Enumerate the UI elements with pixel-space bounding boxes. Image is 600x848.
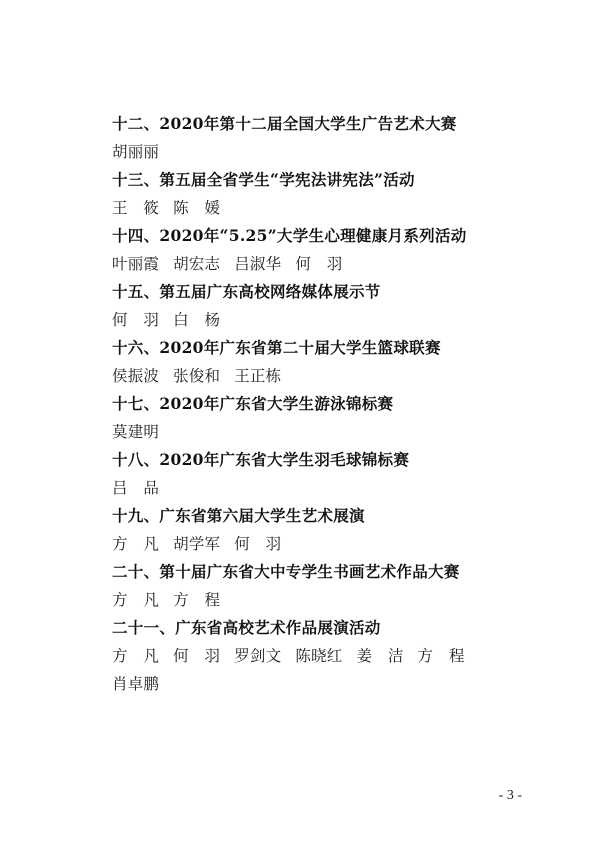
award-entry [112, 614, 512, 698]
person-name: 方 程 [417, 647, 465, 665]
award-names [112, 530, 512, 558]
person-name: 陈 媛 [173, 199, 221, 217]
award-heading: 二十一、广东省高校艺术作品展演活动 [112, 618, 381, 637]
award-names [112, 306, 512, 334]
award-names [112, 418, 512, 446]
person-name: 何 羽 [112, 311, 160, 329]
award-names [112, 250, 512, 278]
person-name: 胡宏志 [173, 255, 221, 273]
award-heading: 二十、第十届广东省大中专学生书画艺术作品大赛 [112, 562, 460, 581]
award-list [112, 110, 512, 698]
person-name: 何 羽 [295, 255, 343, 273]
person-name: 吕 品 [112, 479, 160, 497]
award-heading: 十八、2020年广东省大学生羽毛球锦标赛 [112, 450, 410, 469]
award-names [112, 138, 512, 166]
person-name: 胡学军 [173, 535, 221, 553]
person-name: 王正栋 [234, 367, 282, 385]
award-entry [112, 558, 512, 614]
person-name: 白 杨 [173, 311, 221, 329]
person-name: 方 凡 [112, 591, 160, 609]
person-name: 方 程 [173, 591, 221, 609]
page-number: - 3 - [498, 788, 522, 803]
person-name: 陈晓红 [295, 647, 343, 665]
award-names [112, 362, 512, 390]
award-names [112, 586, 512, 614]
person-name: 吕淑华 [234, 255, 282, 273]
award-names [112, 474, 512, 502]
person-name: 方 凡 [112, 535, 160, 553]
award-heading: 十四、2020年“5.25”大学生心理健康月系列活动 [112, 226, 467, 245]
person-name: 何 羽 [234, 535, 282, 553]
award-entry [112, 166, 512, 222]
person-name: 莫建明 [112, 423, 160, 441]
award-entry [112, 390, 512, 446]
award-entry [112, 278, 512, 334]
award-heading: 十二、2020年第十二届全国大学生广告艺术大赛 [112, 114, 457, 133]
award-names [112, 194, 512, 222]
award-entry [112, 110, 512, 166]
award-entry [112, 334, 512, 390]
award-entry [112, 446, 512, 502]
award-names [112, 642, 512, 698]
person-name: 肖卓鹏 [112, 675, 160, 693]
person-name: 方 凡 [112, 647, 160, 665]
award-heading: 十五、第五届广东高校网络媒体展示节 [112, 282, 381, 301]
person-name: 叶丽霞 [112, 255, 160, 273]
person-name: 张俊和 [173, 367, 221, 385]
award-heading: 十九、广东省第六届大学生艺术展演 [112, 506, 365, 525]
award-entry [112, 502, 512, 558]
award-heading: 十六、2020年广东省第二十届大学生篮球联赛 [112, 338, 441, 357]
award-heading: 十七、2020年广东省大学生游泳锦标赛 [112, 394, 394, 413]
person-name: 何 羽 [173, 647, 221, 665]
award-entry [112, 222, 512, 278]
award-heading: 十三、第五届全省学生“学宪法讲宪法”活动 [112, 170, 415, 189]
person-name: 姜 洁 [356, 647, 404, 665]
person-name: 王 筱 [112, 199, 160, 217]
person-name: 侯振波 [112, 367, 160, 385]
person-name: 罗剑文 [234, 647, 282, 665]
person-name: 胡丽丽 [112, 143, 160, 161]
